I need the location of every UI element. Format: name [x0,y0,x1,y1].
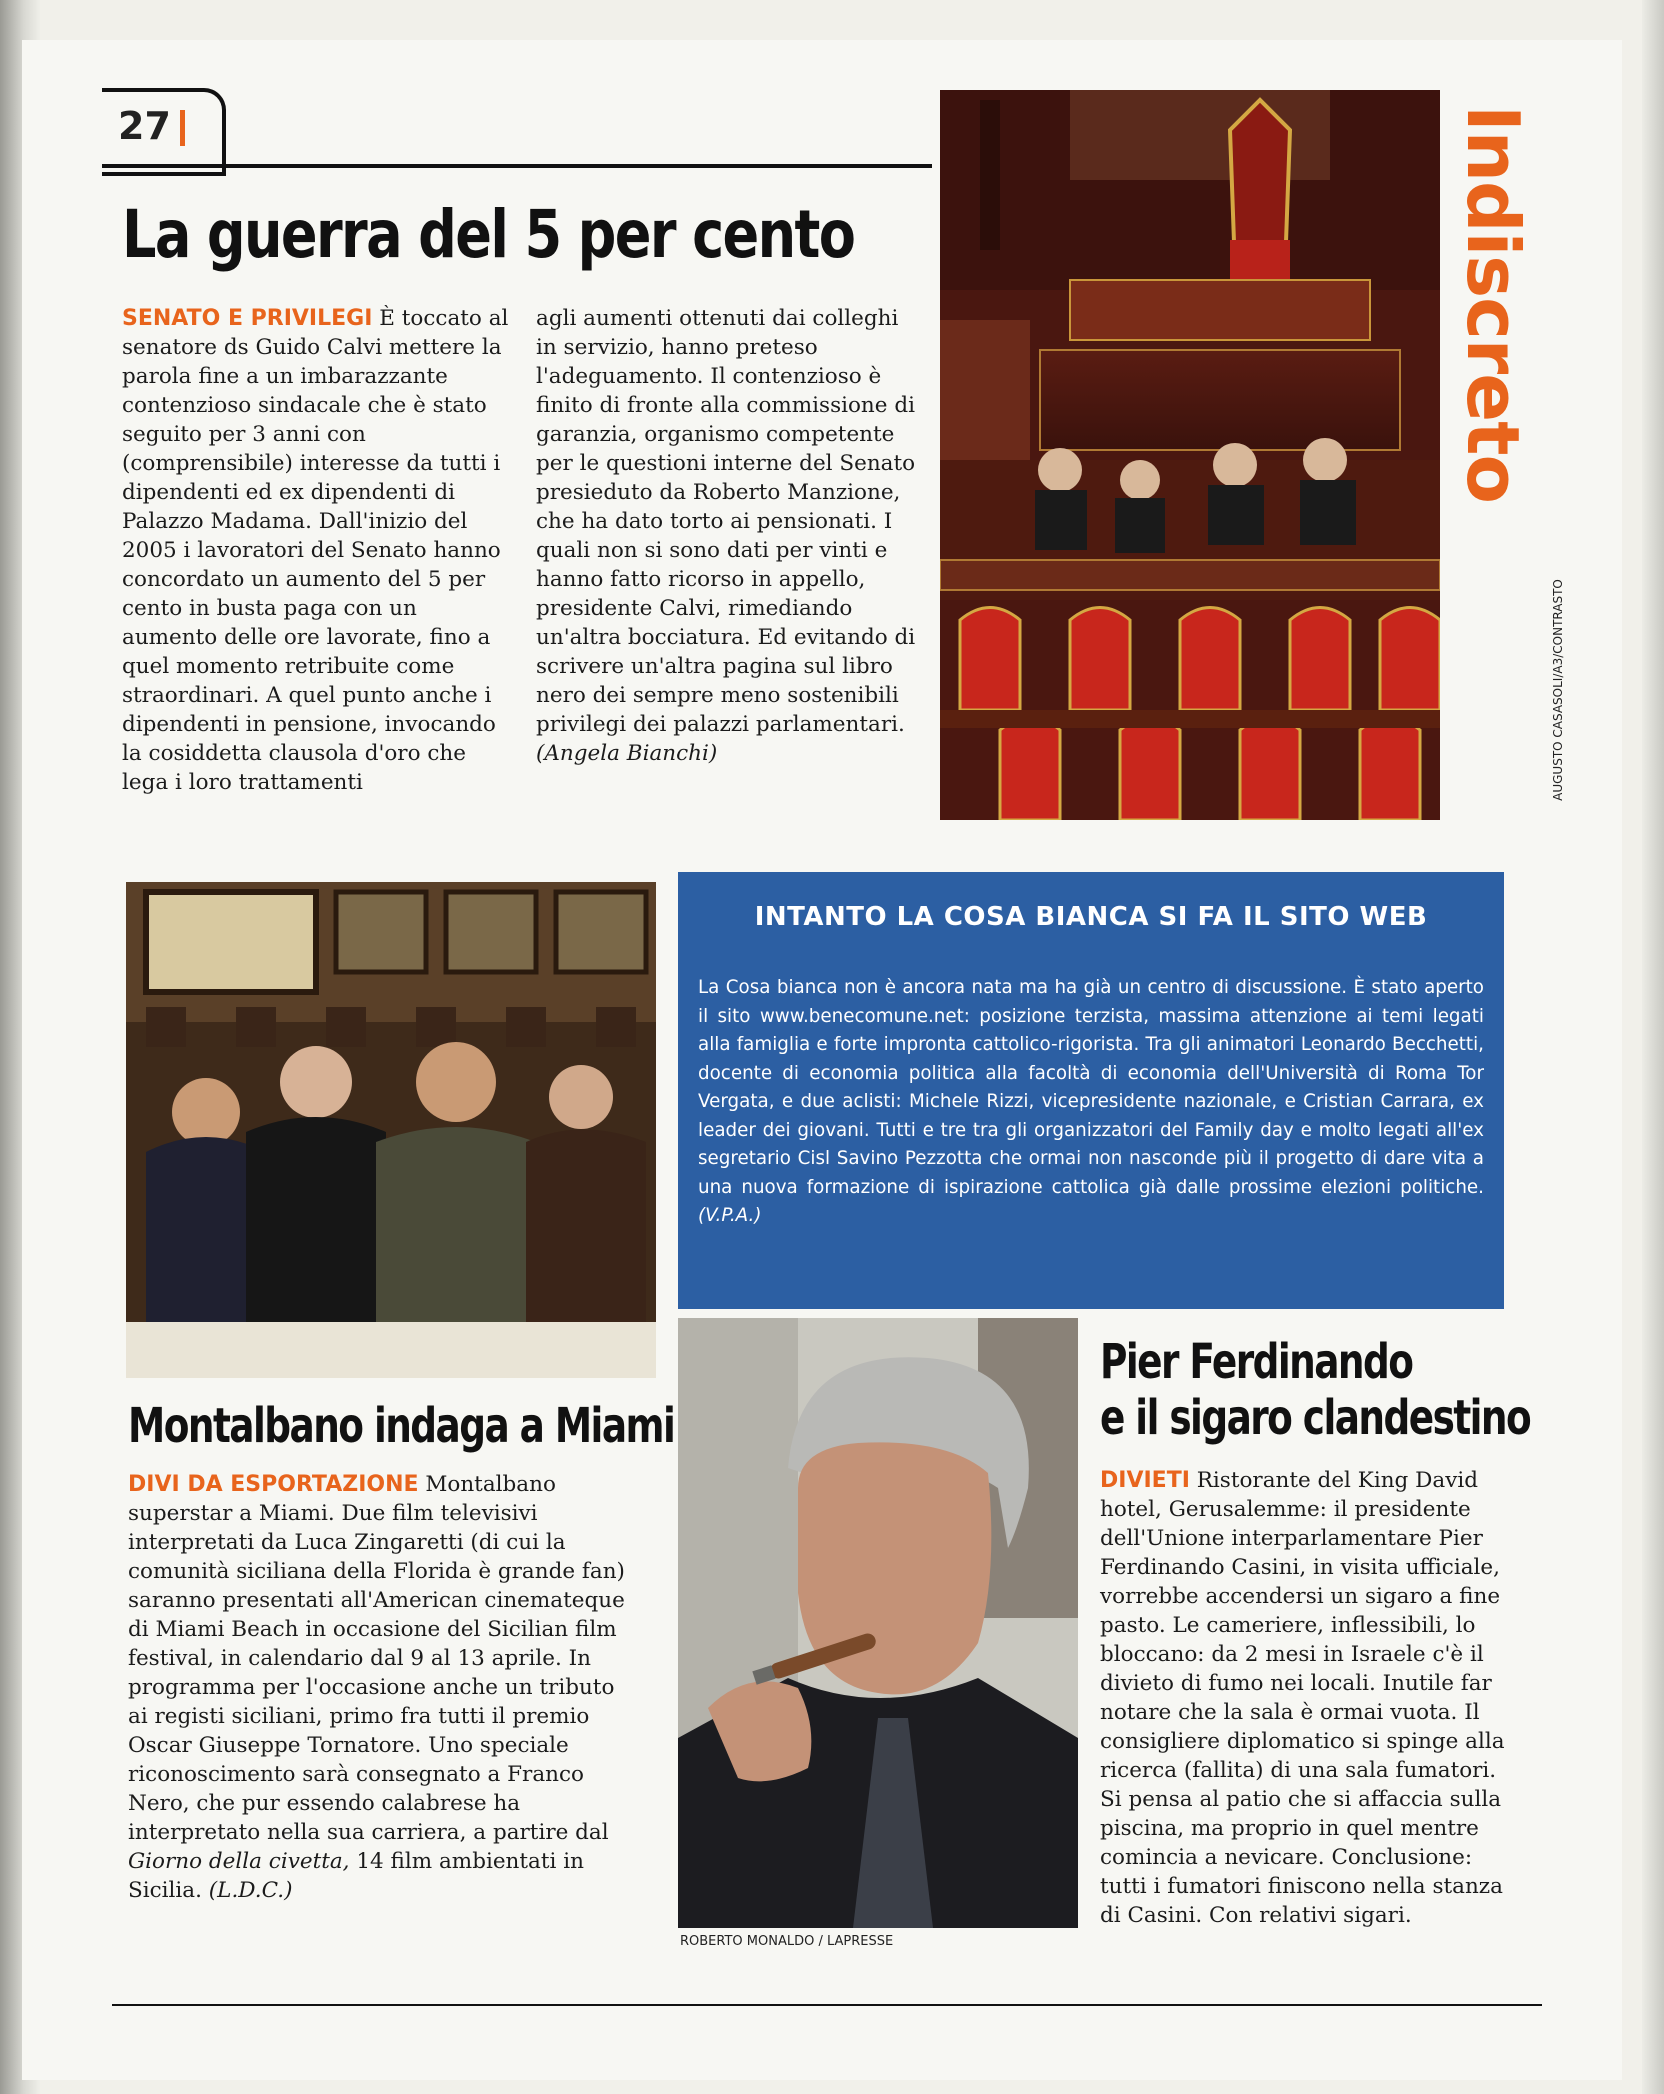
article-title-casini-1: Pier Ferdinando [1100,1334,1413,1390]
montalbano-illustration [126,882,656,1378]
article-senate-col2: agli aumenti ottenuti dai colleghi in servizio, hanno preteso l'adeguamento. Il contenzioso è finito di fronte alla commissione di garanzia, organismo competente per le questioni interne del Senato presieduto da Roberto Manzione, che ha dato torto ai pensionati. I quali non si sono dati per vinti e hanno fatto ricorso in appello, presidente Calvi, rimediando un'altra bocciatura. Ed evitando di scrivere un'altra pagina sul libro nero dei sempre meno sostenibili privilegi dei palazzi parlamentari. (Angela Bianchi) [536,306,916,766]
senate-illustration [940,90,1440,820]
bottom-rule [112,2004,1542,2006]
article-title-senate: La guerra del 5 per cento [122,196,855,273]
page-number-bar [180,110,185,146]
casini-photo [678,1318,1078,1928]
article-senate-col1: SENATO E PRIVILEGI È toccato al senatore ds Guido Calvi mettere la parola fine a un imbarazzante contenzioso sindacale che è stato seguito per 3 anni con (comprensibile) interesse da tutti i dipendenti ed ex dipendenti di Palazzo Madama. Dall'inizio del 2005 i lavoratori del Senato hanno concordato un aumento del 5 per cento in busta paga con un aumento delle ore lavorate, fino a quel momento retribuite come straordinari. A quel punto anche i dipendenti in pensione, invocando la cosiddetta clausola d'oro che lega i loro trattamenti [122,306,509,795]
section-label-text: Indiscreto [1451,104,1535,504]
photo-credit-casini: ROBERTO MONALDO / LAPRESSE [680,1934,894,1949]
senate-photo [940,90,1440,820]
article-title-casini-2: e il sigaro clandestino [1100,1390,1531,1446]
header-rule-line [102,164,932,168]
page-edge [1642,0,1664,2094]
casini-illustration [678,1318,1078,1928]
page-number: 27 [118,104,171,148]
kicker-casini: DIVIETI [1100,1468,1190,1493]
article-casini-text: DIVIETI Ristorante del King David hotel, Gerusalemme: il presidente dell'Unione interparlamentare Pier Ferdinando Casini, in visita ufficiale, vorrebbe accendersi un sigaro a fine pasto. Le cameriere, inflessibili, lo bloccano: da 2 mesi in Israele c'è il divieto di fumo nei locali. Inutile far notare che la sala è ormai vuota. Il consigliere diplomatico si spinge alla ricerca (fallita) di una sala fumatori. Si pensa al patio che si affaccia sulla piscina, ma proprio in quel mentre comincia a nevicare. Conclusione: tutti i fumatori finiscono nella stanza di Casini. Con relativi sigari. [1100,1468,1505,1928]
box-byline: (V.P.A.) [698,1205,762,1226]
article-montalbano-text: DIVI DA ESPORTAZIONE Montalbano superstar a Miami. Due film televisivi interpretati da Luca Zingaretti (di cui la comunità siciliana della Florida è grande fan) saranno presentati all'American cinemateque di Miami Beach in occasione del Sicilian film festival, in calendario dal 9 al 13 aprile. In programma per l'occasione anche un tributo ai registi siciliani, primo fra tutti il premio Oscar Giuseppe Tornatore. Uno speciale riconoscimento sarà consegnato a Franco Nero, che pur essendo calabrese ha interpretato nella sua carriera, a partire dal Giorno della civetta, 14 film ambientati in Sicilia. (L.D.C.) [128,1472,625,1903]
photo-credit-senate: AUGUSTO CASASOLI/A3/CONTRASTO [1551,579,1565,801]
montalbano-photo [126,882,656,1378]
article-title-montalbano: Montalbano indaga a Miami [128,1398,675,1454]
box-text: La Cosa bianca non è ancora nata ma ha già un centro di discussione. È stato aperto il sito www.benecomune.net: posizione terzista, massima attenzione ai temi legati alla famiglia e forte impronta cattolico-rigorista. Tra gli animatori Leonardo Becchetti, docente di economia politica alla facoltà di economia dell'Università di Roma Tor Vergata, e due aclisti: Michele Rizzi, vicepresidente nazionale, e Cristian Carrara, ex leader dei giovani. Tutti e tre tra gli organizzatori del Family day e molto legati all'ex segretario Cisl Savino Pezzotta che ormai non nasconde più il progetto di dare vita a una nuova formazione di ispirazione cattolica già dalle prossime elezioni politiche. (V.P.A.) [698,977,1484,1226]
byline-senate: (Angela Bianchi) [536,741,718,766]
kicker-senate: SENATO E PRIVILEGI [122,306,373,331]
section-label [1451,84,1535,524]
film-title: Giorno della civetta, [128,1849,350,1874]
byline-montalbano: (L.D.C.) [208,1878,293,1903]
cosa-bianca-box [678,872,1504,1309]
kicker-montalbano: DIVI DA ESPORTAZIONE [128,1472,419,1497]
box-title: INTANTO LA COSA BIANCA SI FA IL SITO WEB [754,902,1428,932]
